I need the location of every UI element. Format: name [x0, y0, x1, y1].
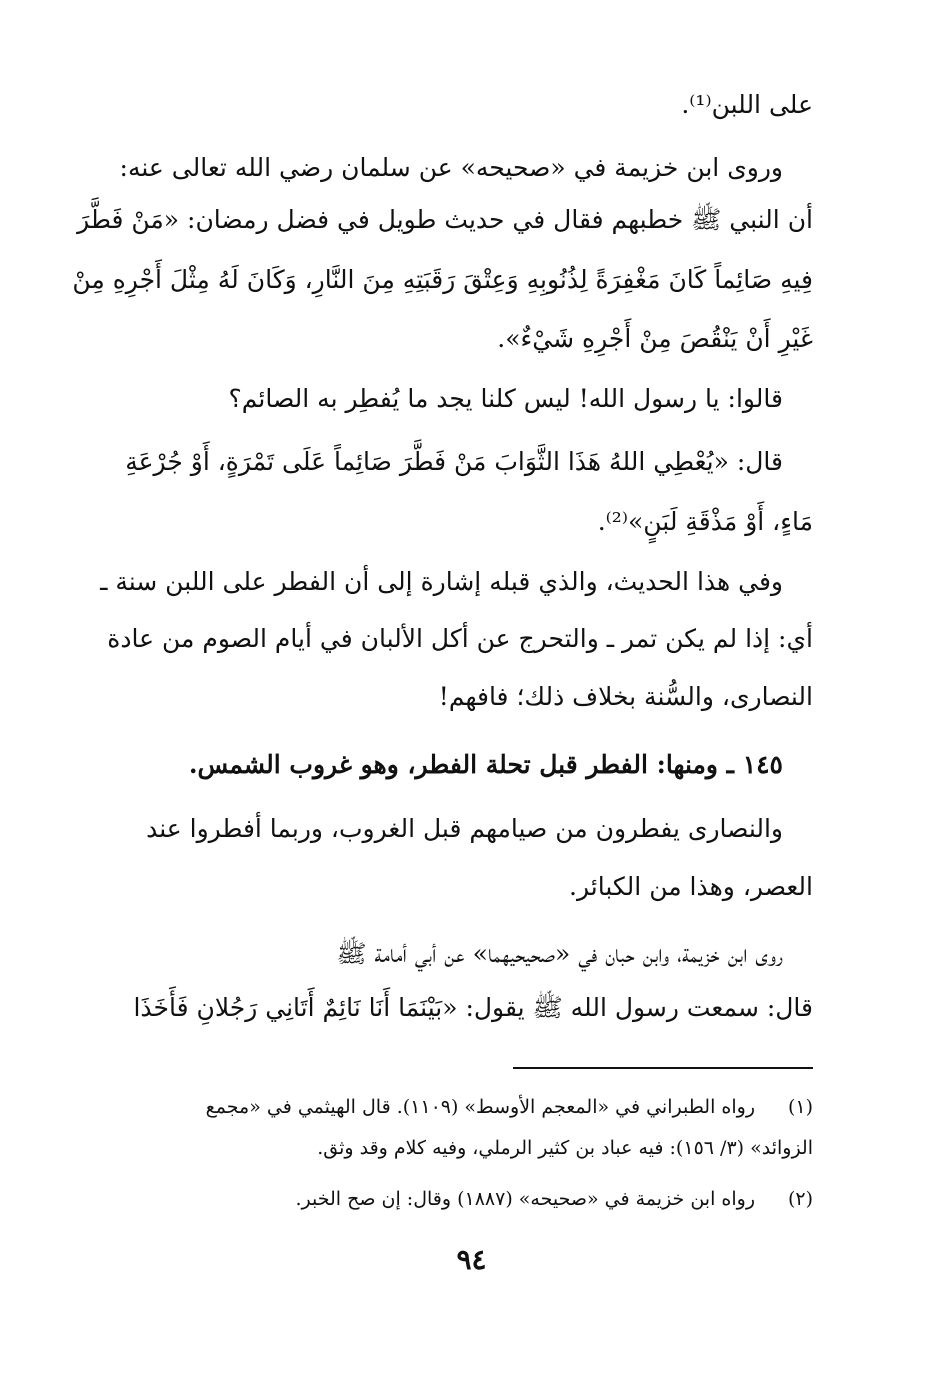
footnote-number: (١): [787, 1096, 813, 1118]
body-line: قال: سمعت رسول الله ﷺ يقول: «بَيْنَمَا أَنَا نَائِمٌ أَتَانِي رَجُلانِ فَأَخَذَا: [133, 993, 813, 1022]
body-line: وفي هذا الحديث، والذي قبله إشارة إلى أن الفطر على اللبن سنة ـ: [100, 567, 783, 596]
footnote-text: الزوائد» (٣/ ١٥٦): فيه عباد بن كثير الرملي، وفيه كلام وقد وثق.: [317, 1137, 813, 1159]
body-line: قال: «يُعْطِي اللهُ هَذَا الثَّوَابَ مَنْ فَطَّرَ صَائِماً عَلَى تَمْرَةٍ، أَوْ جُرْعَةِ: [125, 447, 783, 476]
body-line: أي: إذا لم يكن تمر ـ والتحرج عن أكل الألبان في أيام الصوم من عادة: [107, 624, 813, 653]
body-line: غَيْرِ أَنْ يَنْقُصَ مِنْ أَجْرِهِ شَيْءٌ».: [497, 324, 813, 353]
body-line: النصارى، والسُّنة بخلاف ذلك؛ فافهم!: [438, 682, 813, 711]
footnote-number: (٢): [787, 1188, 813, 1210]
body-line: والنصارى يفطرون من صيامهم قبل الغروب، وربما أفطروا عند: [146, 814, 783, 843]
body-line: مَاءٍ، أَوْ مَذْقَةِ لَبَنٍ»⁽²⁾.: [597, 507, 813, 536]
body-line: وروى ابن خزيمة في «صحيحه» عن سلمان رضي الله تعالى عنه:: [119, 153, 783, 182]
section-heading: ١٤٥ ـ ومنها: الفطر قبل تحلة الفطر، وهو غروب الشمس.: [188, 750, 783, 779]
body-line: فِيهِ صَائِماً كَانَ مَغْفِرَةً لِذُنُوبِهِ وَعِتْقَ رَقَبَتِهِ مِنَ النَّارِ، وَكَانَ لَهُ مِثْلَ أَجْرِهِ مِنْ: [72, 265, 813, 294]
footnote-text: رواه الطبراني في «المعجم الأوسط» (١١٠٩). قال الهيثمي في «مجمع: [205, 1096, 755, 1118]
footnote-text: رواه ابن خزيمة في «صحيحه» (١٨٨٧) وقال: إن صح الخبر.: [295, 1188, 755, 1210]
body-line: العصر، وهذا من الكبائر.: [569, 872, 813, 901]
body-line: أن النبي ﷺ خطبهم فقال في حديث طويل في فضل رمضان: «مَنْ فَطَّرَ: [77, 205, 813, 234]
footnote-separator: [513, 1067, 813, 1069]
body-line: قالوا: يا رسول الله! ليس كلنا يجد ما يُفطِر به الصائم؟: [228, 384, 783, 413]
page-number: ٩٤: [456, 1243, 487, 1276]
body-line: على اللبن⁽¹⁾.: [681, 90, 813, 119]
body-line: روى ابن خزيمة، وابن حبان في «صحيحيهما» عن أبي أمامة ﷺ: [336, 939, 783, 968]
